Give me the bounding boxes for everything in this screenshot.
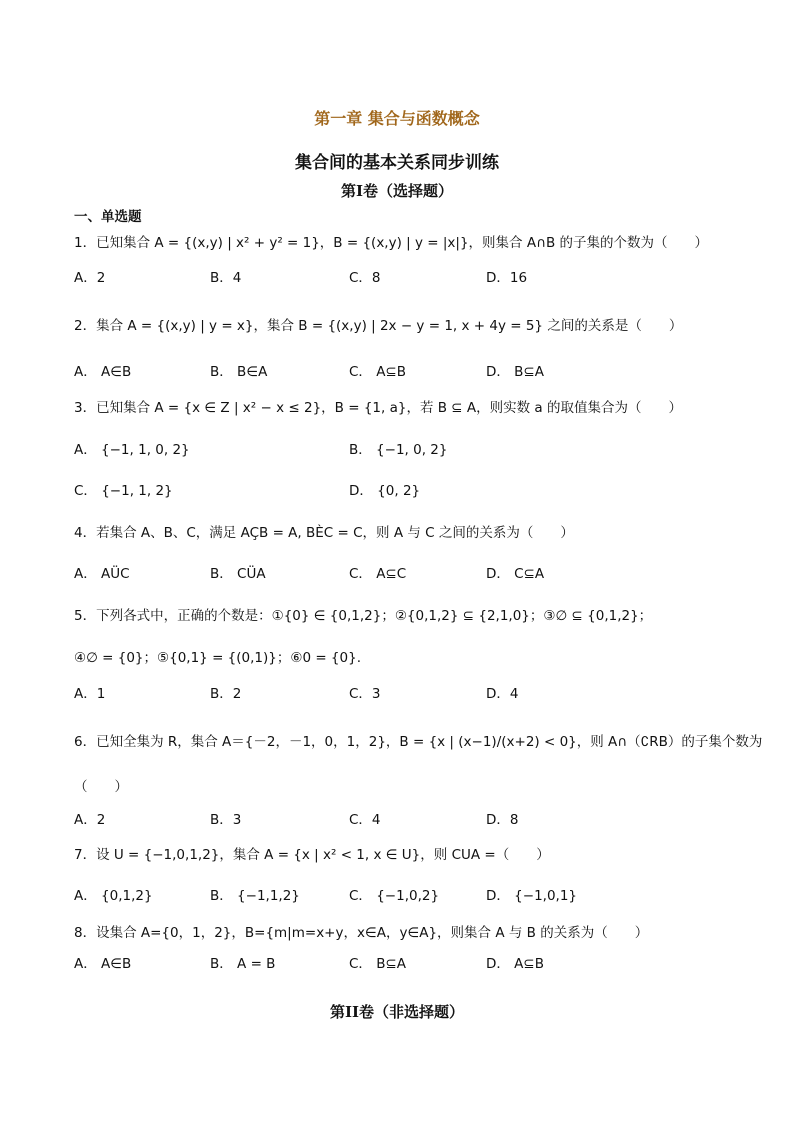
volume-1-heading: 第I卷（选择题） xyxy=(340,182,454,200)
question-5-stem-cont: ④∅ = {0}；⑤{0,1} = {(0,1)}；⑥0 = {0}. xyxy=(74,650,361,666)
q5-option-a[interactable]: A．1 xyxy=(74,686,106,702)
q6-option-b[interactable]: B．3 xyxy=(210,812,242,828)
question-7-stem: 7．设 U = {−1,0,1,2}，集合 A = {x | x² < 1, x ∈ U}，则 CUA =（ ） xyxy=(74,847,550,863)
question-2-stem: 2．集合 A = {(x,y) | y = x}，集合 B = {(x,y) | 2x − y = 1, x + 4y = 5} 之间的关系是（ ） xyxy=(74,318,683,334)
q2-option-b[interactable]: B． B∈A xyxy=(210,364,268,380)
q4-option-b[interactable]: B． CÜA xyxy=(210,566,266,582)
chapter-heading: 第一章 集合与函数概念 xyxy=(314,109,480,128)
section-heading: 一、单选题 xyxy=(74,209,142,225)
q4-option-c[interactable]: C． A⊆C xyxy=(349,566,407,582)
q2-option-c[interactable]: C． A⊆B xyxy=(349,364,407,380)
q3-option-d[interactable]: D． {0, 2} xyxy=(349,483,421,499)
q7-option-d[interactable]: D． {−1,0,1} xyxy=(486,888,578,904)
q3-option-a[interactable]: A． {−1, 1, 0, 2} xyxy=(74,442,190,458)
q7-option-a[interactable]: A． {0,1,2} xyxy=(74,888,153,904)
q1-option-d[interactable]: D．16 xyxy=(486,270,528,286)
question-3-stem: 3．已知集合 A = {x ∈ Z | x² − x ≤ 2}，B = {1, a}，若 B ⊆ A，则实数 a 的取值集合为（ ） xyxy=(74,400,682,416)
q5-option-c[interactable]: C．3 xyxy=(349,686,381,702)
q7-option-c[interactable]: C． {−1,0,2} xyxy=(349,888,440,904)
q6-option-d[interactable]: D．8 xyxy=(486,812,519,828)
q6-option-c[interactable]: C．4 xyxy=(349,812,381,828)
volume-2-heading: 第II卷（非选择题） xyxy=(329,1003,465,1021)
q3-option-c[interactable]: C． {−1, 1, 2} xyxy=(74,483,173,499)
q1-option-b[interactable]: B．4 xyxy=(210,270,242,286)
question-1-stem: 1．已知集合 A = {(x,y) | x² + y² = 1}，B = {(x,y) | y = |x|}，则集合 A∩B 的子集的个数为（ ） xyxy=(74,235,708,251)
question-6-stem: 6．已知全集为 R，集合 A＝{－2，－1，0，1，2}，B = {x | (x−1)/(x+2) < 0}，则 A∩（∁RB）的子集个数为 xyxy=(74,734,763,750)
question-6-stem-cont: （ ） xyxy=(74,779,128,795)
q8-option-a[interactable]: A． A∈B xyxy=(74,956,132,972)
q8-option-b[interactable]: B． A = B xyxy=(210,956,276,972)
q3-option-b[interactable]: B． {−1, 0, 2} xyxy=(349,442,448,458)
question-5-stem: 5．下列各式中，正确的个数是：①{0} ∈ {0,1,2}；②{0,1,2} ⊆ {2,1,0}；③∅ ⊆ {0,1,2}； xyxy=(74,608,653,624)
q8-option-c[interactable]: C． B⊆A xyxy=(349,956,407,972)
q4-option-a[interactable]: A． AÜC xyxy=(74,566,130,582)
page-title: 集合间的基本关系同步训练 xyxy=(295,153,499,173)
question-4-stem: 4．若集合 A、B、C，满足 AÇB = A, BÈC = C，则 A 与 C 之间的关系为（ ） xyxy=(74,525,574,541)
q6-option-a[interactable]: A．2 xyxy=(74,812,106,828)
q8-option-d[interactable]: D． A⊆B xyxy=(486,956,544,972)
q2-option-d[interactable]: D． B⊆A xyxy=(486,364,544,380)
q2-option-a[interactable]: A． A∈B xyxy=(74,364,132,380)
q1-option-c[interactable]: C．8 xyxy=(349,270,381,286)
q7-option-b[interactable]: B． {−1,1,2} xyxy=(210,888,300,904)
q1-option-a[interactable]: A．2 xyxy=(74,270,106,286)
q5-option-d[interactable]: D．4 xyxy=(486,686,519,702)
q4-option-d[interactable]: D． C⊆A xyxy=(486,566,545,582)
q5-option-b[interactable]: B．2 xyxy=(210,686,242,702)
question-8-stem: 8．设集合 A={0，1，2}，B={m|m=x+y，x∈A，y∈A}，则集合 A 与 B 的关系为（ ） xyxy=(74,925,649,941)
